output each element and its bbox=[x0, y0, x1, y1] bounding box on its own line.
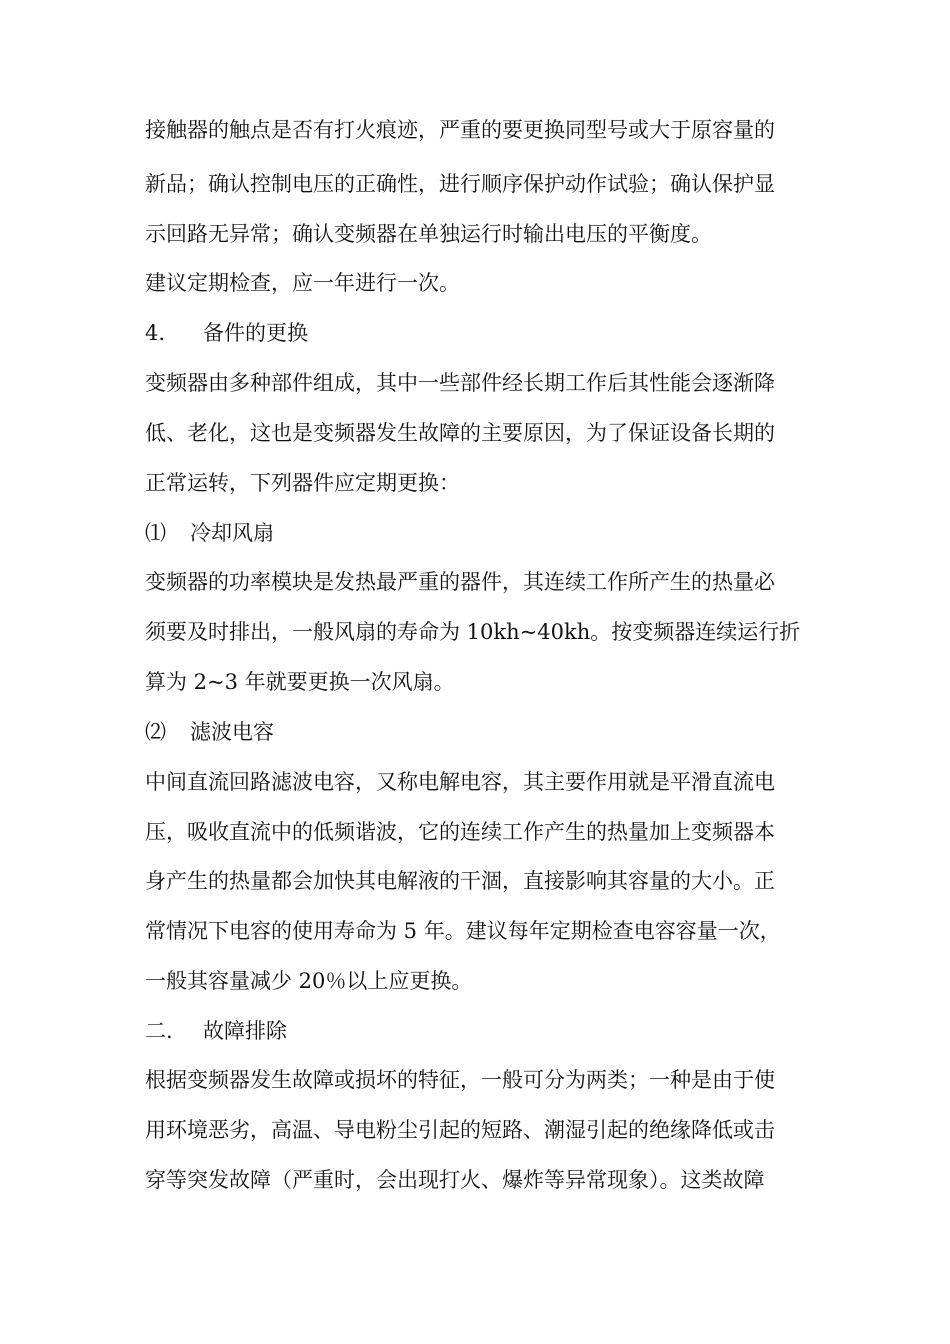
paragraph-line: 算为 2~3 年就要更换一次风扇。 bbox=[145, 670, 455, 694]
subsection-title: 冷却风扇 bbox=[190, 521, 274, 545]
paragraph-line: 一般其容量减少 20％以上应更换。 bbox=[145, 969, 473, 993]
subsection-title: 滤波电容 bbox=[190, 720, 274, 744]
paragraph-line: 接触器的触点是否有打火痕迹，严重的要更换同型号或大于原容量的 bbox=[145, 118, 775, 142]
paragraph-line: 中间直流回路滤波电容，又称电解电容，其主要作用就是平滑直流电 bbox=[145, 770, 775, 794]
paragraph-line: 低、老化，这也是变频器发生故障的主要原因，为了保证设备长期的 bbox=[145, 421, 775, 445]
section-heading-4 bbox=[145, 323, 308, 344]
subsection-number: ⑵ bbox=[145, 720, 166, 744]
paragraph-line: 新品；确认控制电压的正确性，进行顺序保护动作试验；确认保护显 bbox=[145, 172, 775, 196]
paragraph-line: 常情况下电容的使用寿命为 5 年。建议每年定期检查电容容量一次， bbox=[145, 919, 781, 943]
section-heading-2 bbox=[145, 1021, 287, 1042]
paragraph-line: 建议定期检查，应一年进行一次。 bbox=[145, 271, 460, 295]
section-number: 二. bbox=[145, 1019, 173, 1043]
section-number: 4. bbox=[145, 321, 166, 345]
paragraph-line: 示回路无异常；确认变频器在单独运行时输出电压的平衡度。 bbox=[145, 222, 712, 246]
subsection-heading-fan bbox=[145, 523, 274, 544]
paragraph-line: 身产生的热量都会加快其电解液的干涸，直接影响其容量的大小。正 bbox=[145, 869, 775, 893]
subsection-heading-capacitor bbox=[145, 722, 274, 743]
subsection-number: ⑴ bbox=[145, 521, 166, 545]
paragraph-line: 须要及时排出，一般风扇的寿命为 10kh~40kh。按变频器连续运行折 bbox=[145, 620, 801, 644]
paragraph-line: 根据变频器发生故障或损坏的特征，一般可分为两类；一种是由于使 bbox=[145, 1068, 775, 1092]
section-title: 备件的更换 bbox=[203, 321, 308, 345]
section-title: 故障排除 bbox=[203, 1019, 287, 1043]
paragraph-line: 正常运转，下列器件应定期更换： bbox=[145, 471, 460, 495]
paragraph-line: 用环境恶劣，高温、导电粉尘引起的短路、潮湿引起的绝缘降低或击 bbox=[145, 1118, 775, 1142]
paragraph-line: 穿等突发故障（严重时，会出现打火、爆炸等异常现象）。这类故障 bbox=[145, 1168, 765, 1192]
paragraph-line: 变频器的功率模块是发热最严重的器件，其连续工作所产生的热量必 bbox=[145, 570, 775, 594]
paragraph-line: 变频器由多种部件组成，其中一些部件经长期工作后其性能会逐渐降 bbox=[145, 371, 775, 395]
paragraph-line: 压，吸收直流中的低频谐波，它的连续工作产生的热量加上变频器本 bbox=[145, 820, 775, 844]
